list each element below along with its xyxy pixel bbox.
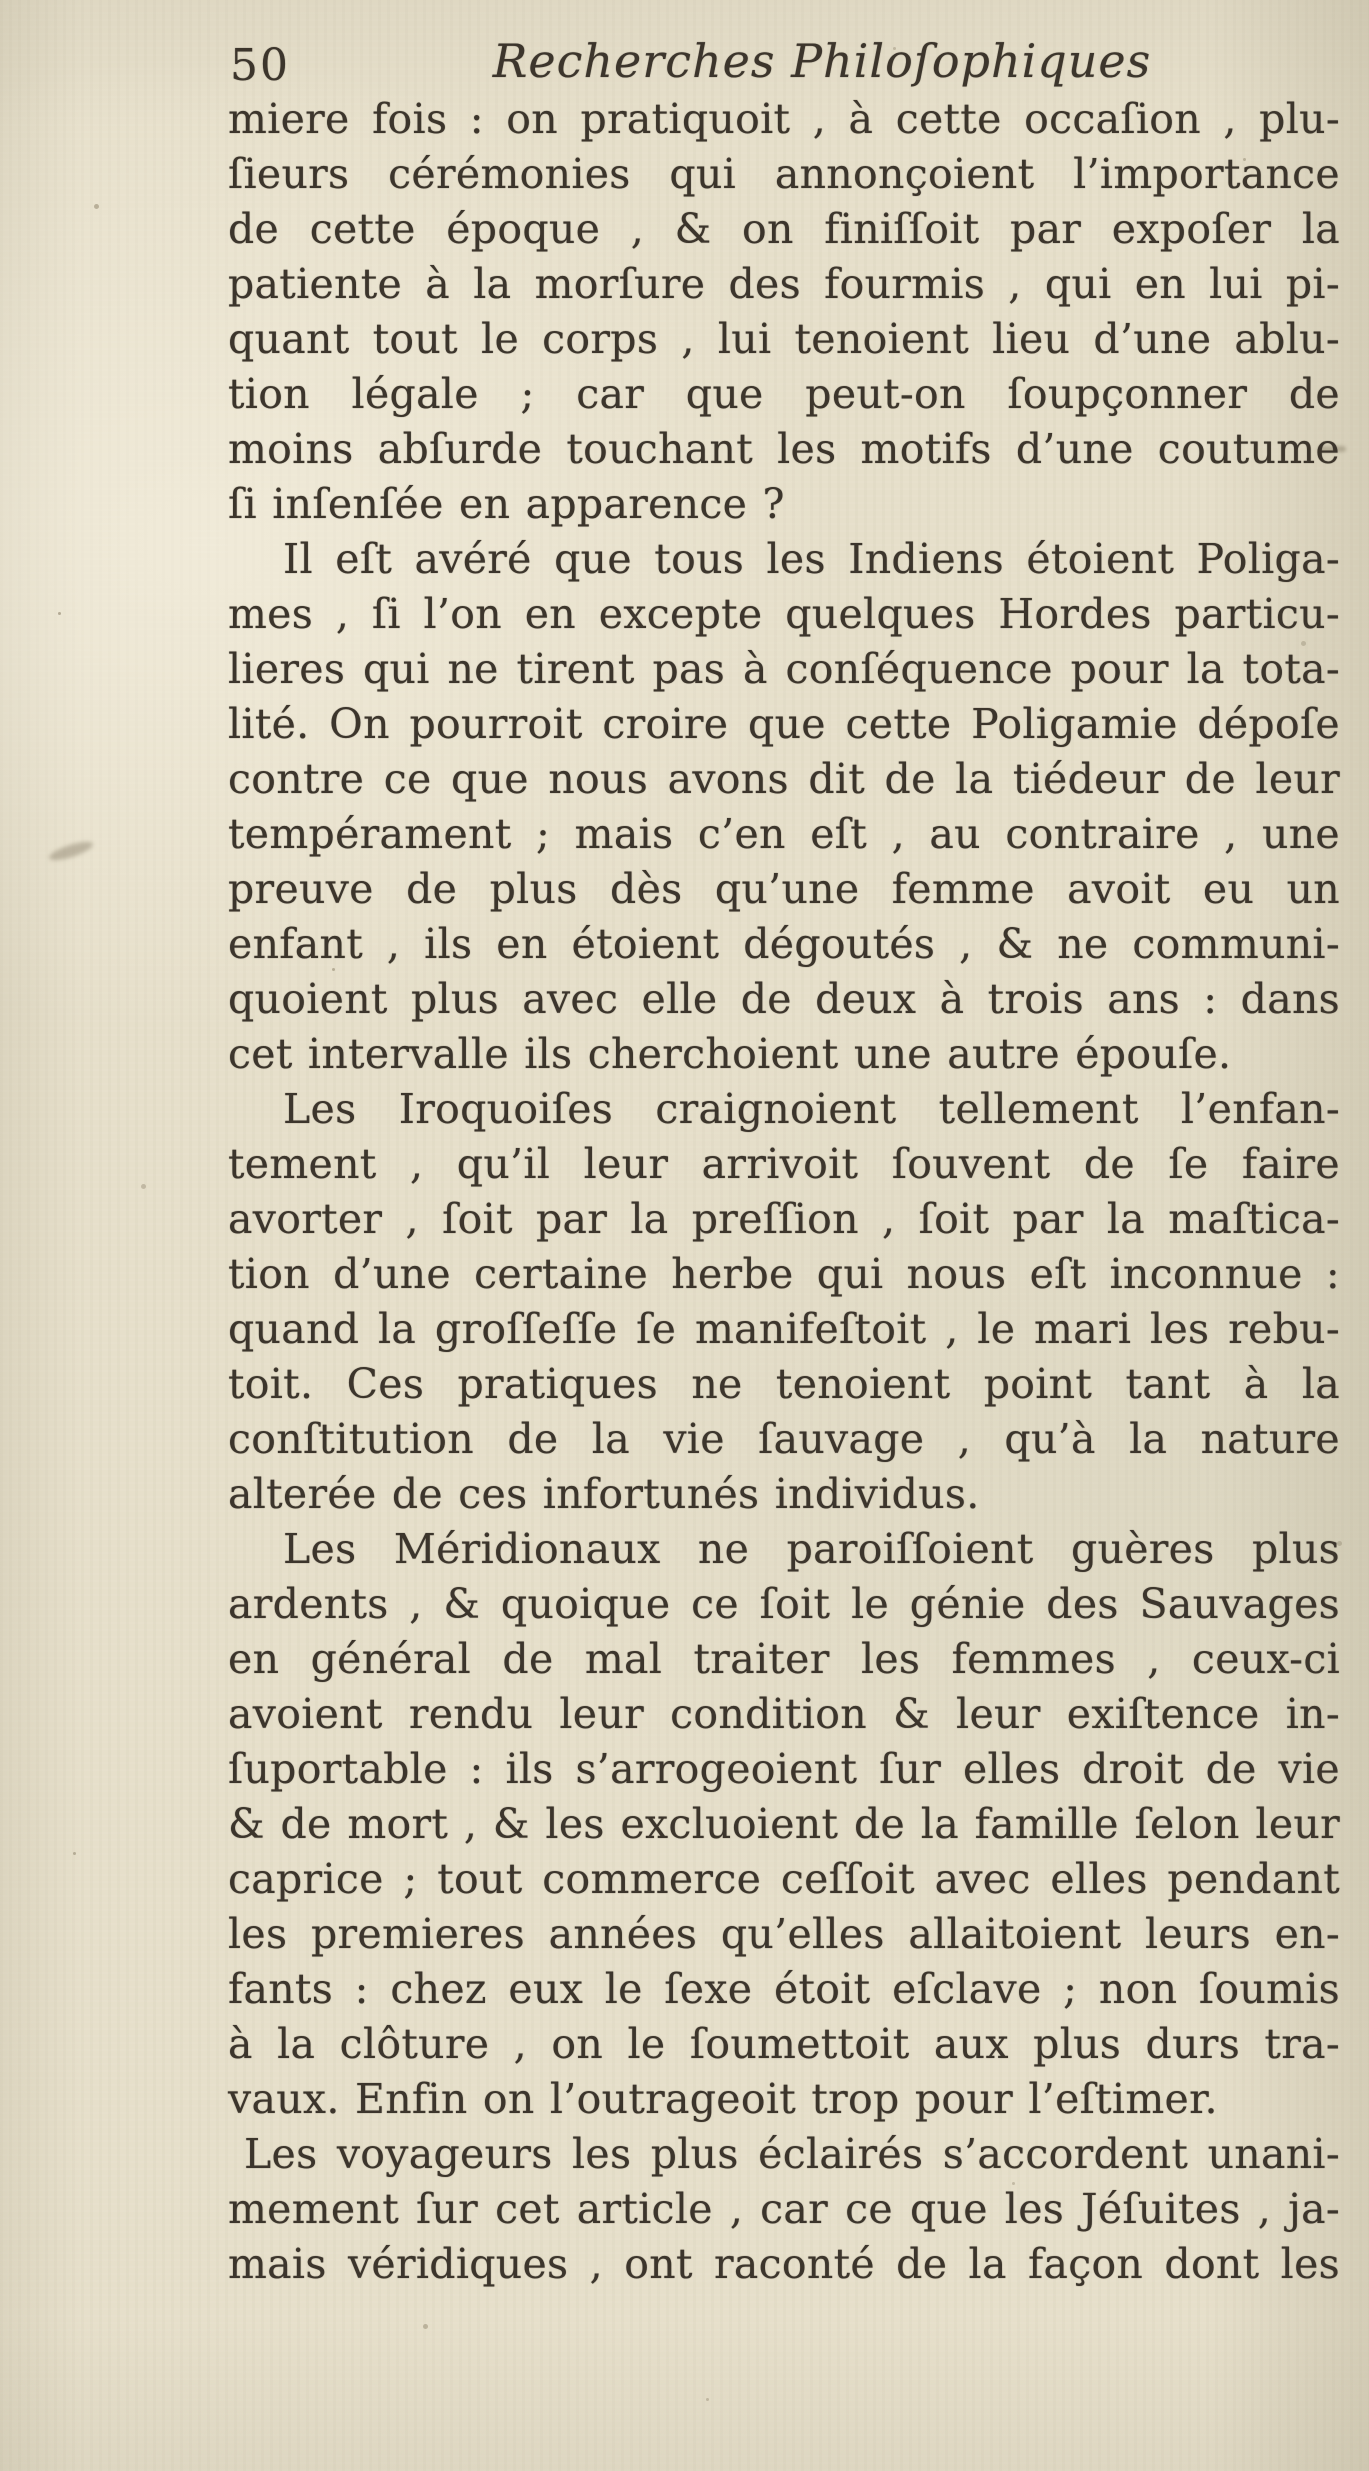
text-line: contre ce que nous avons dit de la tiédeur de leur: [228, 755, 1340, 803]
text-line: patiente à la morſure des fourmis , qui en lui pi-: [228, 260, 1340, 308]
text-line: lieres qui ne tirent pas à conſéquence pour la tota-: [228, 645, 1340, 693]
text-line: lité. On pourroit croire que cette Poligamie dépoſe: [228, 700, 1340, 748]
text-line: tion d’une certaine herbe qui nous eſt inconnue :: [228, 1250, 1340, 1298]
text-line: cet intervalle ils cherchoient une autre épouſe.: [228, 1030, 1232, 1078]
text-line: les premieres années qu’elles allaitoient leurs en-: [228, 1910, 1340, 1958]
text-line: enfant , ils en étoient dégoutés , & ne communi-: [228, 920, 1340, 968]
text-line: preuve de plus dès qu’une femme avoit eu un: [228, 865, 1340, 913]
page-header: [228, 34, 1340, 92]
text-line: tement , qu’il leur arrivoit ſouvent de ſe faire: [228, 1140, 1340, 1188]
text-line: Les voyageurs les plus éclairés s’accordent unani-: [244, 2130, 1340, 2178]
text-line: fants : chez eux le ſexe étoit eſclave ; non ſoumis: [228, 1965, 1340, 2013]
text-line: mement ſur cet article , car ce que les Jéſuites , ja-: [228, 2185, 1340, 2233]
page-number: 50: [230, 40, 290, 91]
text-line: à la clôture , on le ſoumettoit aux plus durs tra-: [228, 2020, 1340, 2068]
text-block: [228, 92, 1340, 2292]
running-title: Recherches Philoſophiques: [492, 34, 1152, 88]
text-line: ardents , & quoique ce ſoit le génie des Sauvages: [228, 1580, 1340, 1628]
text-line: vaux. Enfin on l’outrageoit trop pour l’eſtimer.: [228, 2075, 1218, 2123]
text-line: conſtitution de la vie ſauvage , qu’à la nature: [228, 1415, 1340, 1463]
text-line: Les Iroquoiſes craignoient tellement l’enfan-: [283, 1085, 1340, 1133]
text-line: quand la groſſeſſe ſe manifeſtoit , le mari les rebu-: [228, 1305, 1340, 1353]
text-line: en général de mal traiter les femmes , ceux-ci: [228, 1635, 1340, 1683]
text-line: caprice ; tout commerce ceſſoit avec elles pendant: [228, 1855, 1340, 1903]
text-line: Les Méridionaux ne paroiſſoient guères plus: [283, 1525, 1340, 1573]
text-line: mes , ſi l’on en excepte quelques Hordes particu-: [228, 590, 1340, 638]
text-line: tion légale ; car que peut-on ſoupçonner de: [228, 370, 1340, 418]
text-line: ſi inſenſée en apparence ?: [228, 480, 785, 528]
text-line: tempérament ; mais c’en eſt , au contraire , une: [228, 810, 1340, 858]
text-line: Il eſt avéré que tous les Indiens étoient Poliga-: [283, 535, 1340, 583]
text-line: moins abſurde touchant les motifs d’une coutume: [228, 425, 1340, 473]
text-line: avorter , ſoit par la preſſion , ſoit par la maſtica-: [228, 1195, 1340, 1243]
text-line: ſieurs cérémonies qui annonçoient l’importance: [228, 150, 1340, 198]
text-line: avoient rendu leur condition & leur exiſtence in-: [228, 1690, 1340, 1738]
text-line: alterée de ces infortunés individus.: [228, 1470, 980, 1518]
text-line: ſuportable : ils s’arrogeoient ſur elles droit de vie: [228, 1745, 1340, 1793]
text-line: miere fois : on pratiquoit , à cette occaſion , plu-: [228, 95, 1340, 143]
text-line: & de mort , & les excluoient de la famille ſelon leur: [228, 1800, 1340, 1848]
text-line: quoient plus avec elle de deux à trois ans : dans: [228, 975, 1340, 1023]
text-line: mais véridiques , ont raconté de la façon dont les: [228, 2240, 1340, 2288]
text-line: toit. Ces pratiques ne tenoient point tant à la: [228, 1360, 1340, 1408]
text-line: de cette époque , & on finiſſoit par expoſer la: [228, 205, 1340, 253]
text-line: quant tout le corps , lui tenoient lieu d’une ablu-: [228, 315, 1340, 363]
